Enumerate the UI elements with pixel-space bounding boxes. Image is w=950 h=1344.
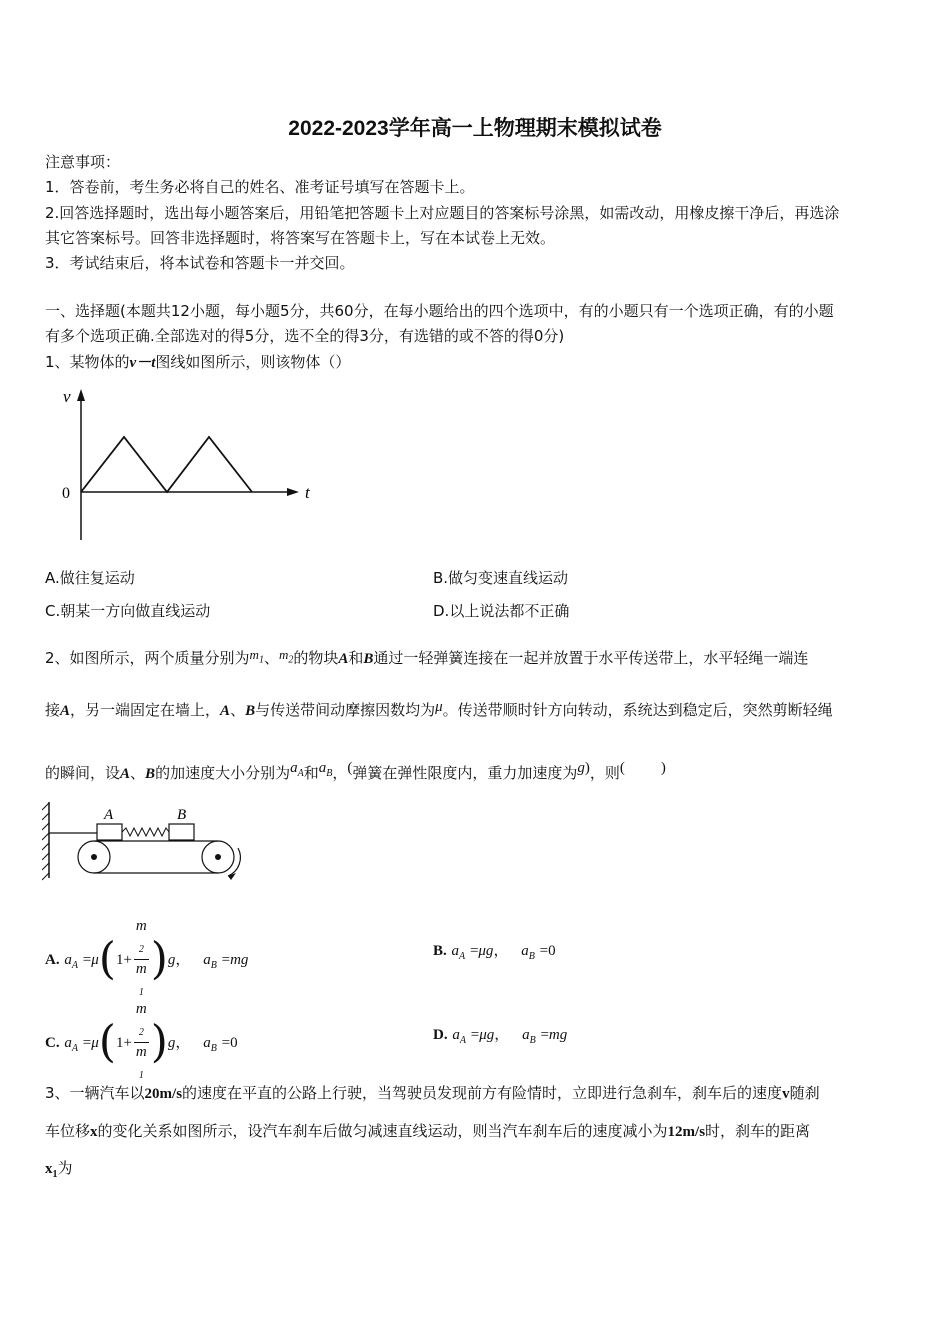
question-1-stem: 1、某物体的v－t图线如图所示，则该物体（） (45, 353, 351, 371)
spring (122, 828, 169, 836)
t-axis-arrow-icon (287, 488, 299, 496)
v-axis-label: v (63, 387, 71, 406)
wall-hatch (42, 803, 49, 880)
rotation-arrow-icon (228, 848, 240, 876)
question-2-line: 接A，另一端固定在墙上，A、B与传送带间动摩擦因数均为μ。传送带顺时针方向转动，系统达到稳定后，突然剪断轻绳 (45, 699, 833, 719)
q1-option-c: C.朝某一方向做直线运动 (45, 602, 211, 620)
right-pulley-axle (215, 854, 221, 860)
block-b (169, 824, 194, 840)
q1-option-b: B.做匀变速直线运动 (433, 569, 569, 587)
notice-heading: 注意事项： (45, 153, 121, 171)
q2-option-b: B. $a_A =\mu g$， $a_B =0$ (433, 941, 556, 962)
question-3-line: $x_1$为 (45, 1159, 73, 1180)
conveyor-diagram (42, 800, 262, 885)
t-axis-label: t (305, 483, 310, 502)
block-a (97, 824, 122, 840)
left-pulley-axle (91, 854, 97, 860)
question-2-line: 的瞬间，设A、B的加速度大小分别为$a_A$和$a_B$，(弹簧在弹性限度内，重力加速度为g)，则( ) (45, 760, 666, 782)
v-axis-arrow-icon (77, 389, 85, 401)
page-title: 2022-2023学年高一上物理期末模拟试卷 (288, 117, 662, 140)
notice-item: 其它答案标号。回答非选择题时，将答案写在答题卡上，写在本试卷上无效。 (45, 229, 556, 247)
vt-curve (81, 437, 252, 492)
block-a-label: A (104, 807, 114, 823)
notice-item: 2.回答选择题时，选出每小题答案后，用铅笔把答题卡上对应题目的答案标号涂黑，如需改动，用橡皮擦干净后，再选涂 (45, 204, 840, 222)
question-3-line: 车位移x的变化关系如图所示，设汽车刹车后做匀减速直线运动，则当汽车刹车后的速度减小为12m/s时，刹车的距离 (45, 1122, 811, 1140)
question-3-line: 3、一辆汽车以20m/s的速度在平直的公路上行驶，当驾驶员发现前方有险情时，立即进行急刹车，刹车后的速度v随刹 (45, 1084, 820, 1102)
q2-option-c: C. $a_A =\mu(1+$ m $_2$ m $_1$ )g， $a_B =0$ (45, 1001, 238, 1081)
question-2-line: 2、如图所示，两个质量分别为$m_1$、$m_2$的物块A和B通过一轻弹簧连接在一起并放置于水平传送带上，水平轻绳一端连 (45, 647, 809, 667)
notice-item: 1．答卷前，考生务必将自己的姓名、准考证号填写在答题卡上。 (45, 178, 475, 196)
q1-option-a: A.做往复运动 (45, 569, 135, 587)
q2-option-d: D. $a_A =\mu g$， $a_B =mg$ (433, 1025, 568, 1046)
q2-option-a: A. $a_A =\mu(1+$ m $_2$ m $_1$ )g， $a_B =mg$ (45, 918, 249, 998)
section-instructions: 一、选择题(本题共12小题，每小题5分，共60分，在每小题给出的四个选项中，有的小题只有一个选项正确，有的小题 (45, 302, 834, 320)
origin-label: 0 (62, 485, 70, 502)
q1-option-d: D.以上说法都不正确 (433, 602, 570, 620)
notice-item: 3．考试结束后，将本试卷和答题卡一并交回。 (45, 254, 355, 272)
section-instructions: 有多个选项正确.全部选对的得5分，选不全的得3分，有选错的或不答的得0分) (45, 327, 565, 345)
block-b-label: B (177, 807, 187, 823)
vt-graph (55, 385, 325, 545)
